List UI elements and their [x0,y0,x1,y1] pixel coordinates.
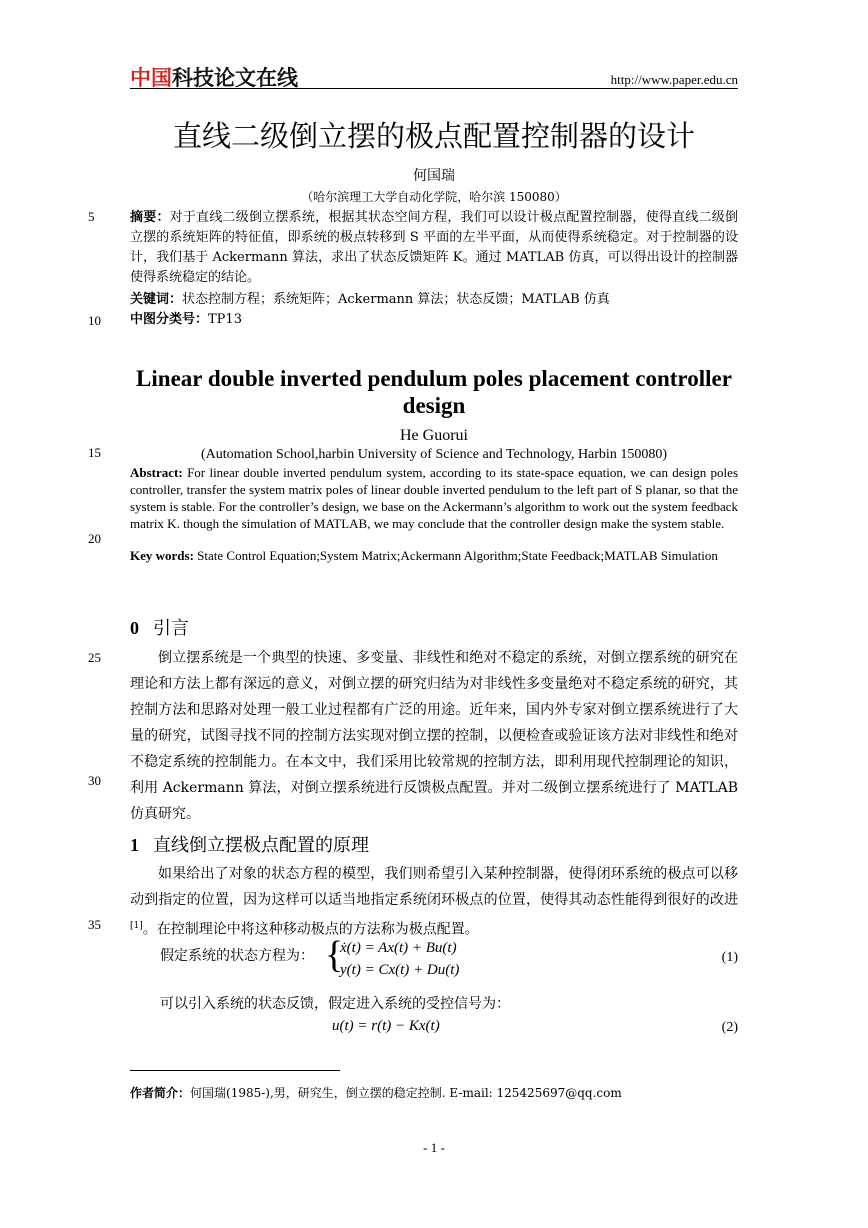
affiliation-english: (Automation School,harbin University of Science and Technology, Harbin 150080) [201,447,667,462]
keywords-text-english: State Control Equation;System Matrix;Ackermann Algorithm;State Feedback;MATLAB Simulation [197,548,718,563]
keywords-label-english: Key words: [130,548,194,563]
author-chinese: 何国瑞 [413,168,455,184]
classification-label: 中图分类号： [130,312,209,327]
equation-1-number: (1) [721,950,738,965]
keywords-chinese [130,290,738,310]
keywords-label: 关键词： [130,292,183,307]
line-number: 20 [88,531,101,546]
classification-chinese [130,310,738,330]
section-title: 引言 [153,618,189,639]
section-title: 直线倒立摆极点配置的原理 [153,835,369,856]
footnote-divider [130,1070,340,1071]
section-0-body: 倒立摆系统是一个典型的快速、多变量、非线性和绝对不稳定的系统，对倒立摆系统的研究在理论和方法上都有深远的意义，对倒立摆的研究归结为对非线性多变量绝对不稳定系统的研究，其控制方法和思路对处理一般工业过程都有广泛的用途。近年来，国内外专家对倒立摆系统进行了大量的研究，试图寻找不同的控制方法实现对倒立摆的控制，以便检查或验证该方法对非线性和绝对不稳定系统的控制能力。在本文中，我们采用比较常规的控制方法，即利用现代控制理论的知识，利用 Ackermann 算法，对倒立摆系统进行反馈极点配置。并对二级倒立摆系统进行了 MATLAB 仿真研究。 [130,650,738,822]
author-english: He Guorui [400,427,468,444]
abstract-label: 摘要： [130,210,170,225]
abstract-english [130,464,738,532]
line-number: 25 [88,650,101,665]
title-english: Linear double inverted pendulum poles placement controller design [136,366,732,418]
line-number: 30 [88,773,101,788]
journal-url[interactable]: http://www.paper.edu.cn [610,72,738,87]
eq2-intro: 可以引入系统的状态反馈，假定进入系统的受控信号为： [160,996,510,1012]
equation-2-number: (2) [721,1020,738,1035]
section-1-text-after: 。在控制理论中将这种移动极点的方法称为极点配置。 [142,921,479,938]
equation-brace: { [325,934,344,976]
footnote-text: 何国瑞(1985-),男，研究生，倒立摆的稳定控制. E-mail: 125425697@qq.com [190,1086,622,1100]
author-footnote [130,1084,622,1101]
line-number: 10 [88,313,101,328]
page-number: - 1 - [423,1140,445,1155]
affiliation-chinese: （哈尔滨理工大学自动化学院，哈尔滨 150080） [301,190,567,204]
header-divider [130,88,738,89]
line-number: 15 [88,445,101,460]
line-number: 35 [88,917,101,932]
citation[interactable]: [1] [130,921,143,931]
title-chinese: 直线二级倒立摆的极点配置控制器的设计 [172,119,695,153]
logo-black-text: 科技论文在线 [172,66,298,90]
classification-text: TP13 [208,312,242,327]
section-heading-0 [130,614,189,640]
footnote-label: 作者简介： [130,1086,191,1100]
abstract-chinese [130,208,738,288]
keywords-english [130,547,738,564]
abstract-text: 对于直线二级倒立摆系统，根据其状态空间方程，我们可以设计极点配置控制器，使得直线二级倒立摆的系统矩阵的特征值，即系统的极点转移到 S 平面的左半平面，从而使得系统稳定。对于控制器的设计，我们基于 Ackermann 算法，求出了状态反馈矩阵 K。通过 MATLAB 仿真，可以得出设计的控制器使得系统稳定的结论。 [130,210,738,285]
keywords-text: 状态控制方程；系统矩阵；Ackermann 算法；状态反馈；MATLAB 仿真 [182,292,610,307]
abstract-label-english: Abstract: [130,465,183,480]
section-number: 1 [130,835,139,855]
line-number: 5 [88,209,95,224]
equation-1-line-1: ẋ(t) = Ax(t) + Bu(t) [340,940,457,956]
abstract-text-english: For linear double inverted pendulum system, according to its state-space equation, we can design poles controller, transfer the system matrix poles of linear double inverted pendulum to the left part of S planar, so that the system is stable. For the controller’s design, we base on the Ackermann’s algorithm to work out the system feedback matrix K. though the simulation of MATLAB, we may conclude that the controller design make the system stable. [130,465,739,531]
section-number: 0 [130,618,139,638]
equation-1-line-2: y(t) = Cx(t) + Du(t) [340,962,460,978]
section-1-body [130,861,738,943]
eq1-intro: 假定系统的状态方程为： [160,948,314,964]
section-heading-1 [130,831,369,857]
equation-2: u(t) = r(t) − Kx(t) [332,1018,440,1034]
logo-red-text: 中国 [130,66,172,90]
section-1-text: 如果给出了对象的状态方程的模型，我们则希望引入某种控制器，使得闭环系统的极点可以移动到指定的位置，因为这样可以适当地指定系统闭环极点的位置，使得其动态性能得到很好的改进 [130,866,738,908]
